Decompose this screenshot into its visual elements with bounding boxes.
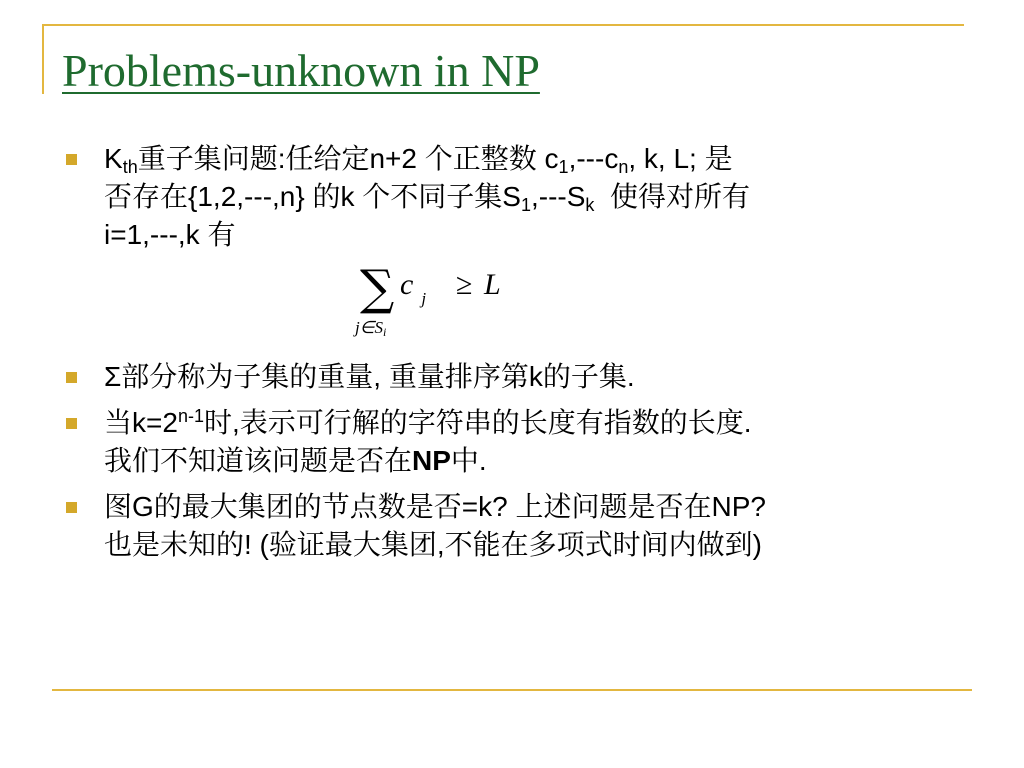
- bullet-line: 也是未知的! (验证最大集团,不能在多项式时间内做到): [104, 529, 762, 560]
- slide-title: Problems-unknown in NP: [62, 45, 540, 96]
- square-bullet-icon: [66, 418, 77, 429]
- bullet-line: [104, 140, 982, 178]
- text-segment: ,---c: [568, 143, 619, 174]
- text-segment: 时,表示可行解的字符串的长度有指数的长度.: [203, 407, 752, 438]
- text-segment: 重子集问题:任给定n+2 个正整数 c: [137, 143, 559, 174]
- frame-bottom-rule: [52, 689, 972, 691]
- subscript: k: [585, 195, 595, 215]
- frame-left-rule: [42, 24, 44, 94]
- bullet-item-max-clique: [62, 488, 982, 564]
- bullet-line: [104, 404, 982, 442]
- bullet-list: [62, 140, 982, 564]
- text-segment: 当k=2: [104, 407, 178, 438]
- text-segment: j∈S: [355, 318, 384, 337]
- text-segment: 我们不知道该问题是否在: [104, 445, 413, 476]
- subscript: n: [618, 157, 629, 177]
- bullet-item-exponential: [62, 404, 982, 480]
- text-segment: , k, L; 是: [628, 143, 733, 174]
- text-segment: 否存在{1,2,---,n} 的k 个不同子集S: [104, 181, 521, 212]
- text-segment: i=1,---,k 有: [104, 219, 236, 250]
- bullet-item-weight: [62, 358, 982, 396]
- summation-symbol: ∑: [360, 260, 395, 316]
- text-segment: K: [104, 143, 123, 174]
- square-bullet-icon: [66, 154, 77, 165]
- text-segment: ,---S: [530, 181, 586, 212]
- text-segment: 中.: [450, 445, 487, 476]
- bullet-line: 图G的最大集团的节点数是否=k? 上述问题是否在NP?: [104, 491, 766, 522]
- bullet-line: [104, 178, 982, 216]
- subscript: j: [421, 289, 427, 308]
- square-bullet-icon: [66, 372, 77, 383]
- superscript: n-1: [177, 406, 204, 426]
- geq-symbol: ≥: [456, 268, 473, 301]
- bullet-line: [104, 216, 982, 254]
- sum-formula: [62, 254, 982, 358]
- summation-index: [355, 318, 386, 338]
- text-segment: 使得对所有: [594, 181, 750, 212]
- bullet-line: [104, 442, 982, 480]
- formula-bound: L: [484, 268, 501, 301]
- bullet-item-kth-subset: [62, 140, 982, 254]
- formula-term: [400, 268, 427, 308]
- bullet-line: Σ部分称为子集的重量, 重量排序第k的子集.: [104, 361, 635, 392]
- subscript: th: [122, 157, 138, 177]
- subscript: i: [383, 325, 387, 339]
- frame-top-rule: [42, 24, 964, 26]
- subscript: 1: [520, 195, 531, 215]
- subscript: 1: [558, 157, 569, 177]
- square-bullet-icon: [66, 502, 77, 513]
- np-bold: NP: [412, 445, 451, 476]
- text-segment: c: [400, 268, 414, 301]
